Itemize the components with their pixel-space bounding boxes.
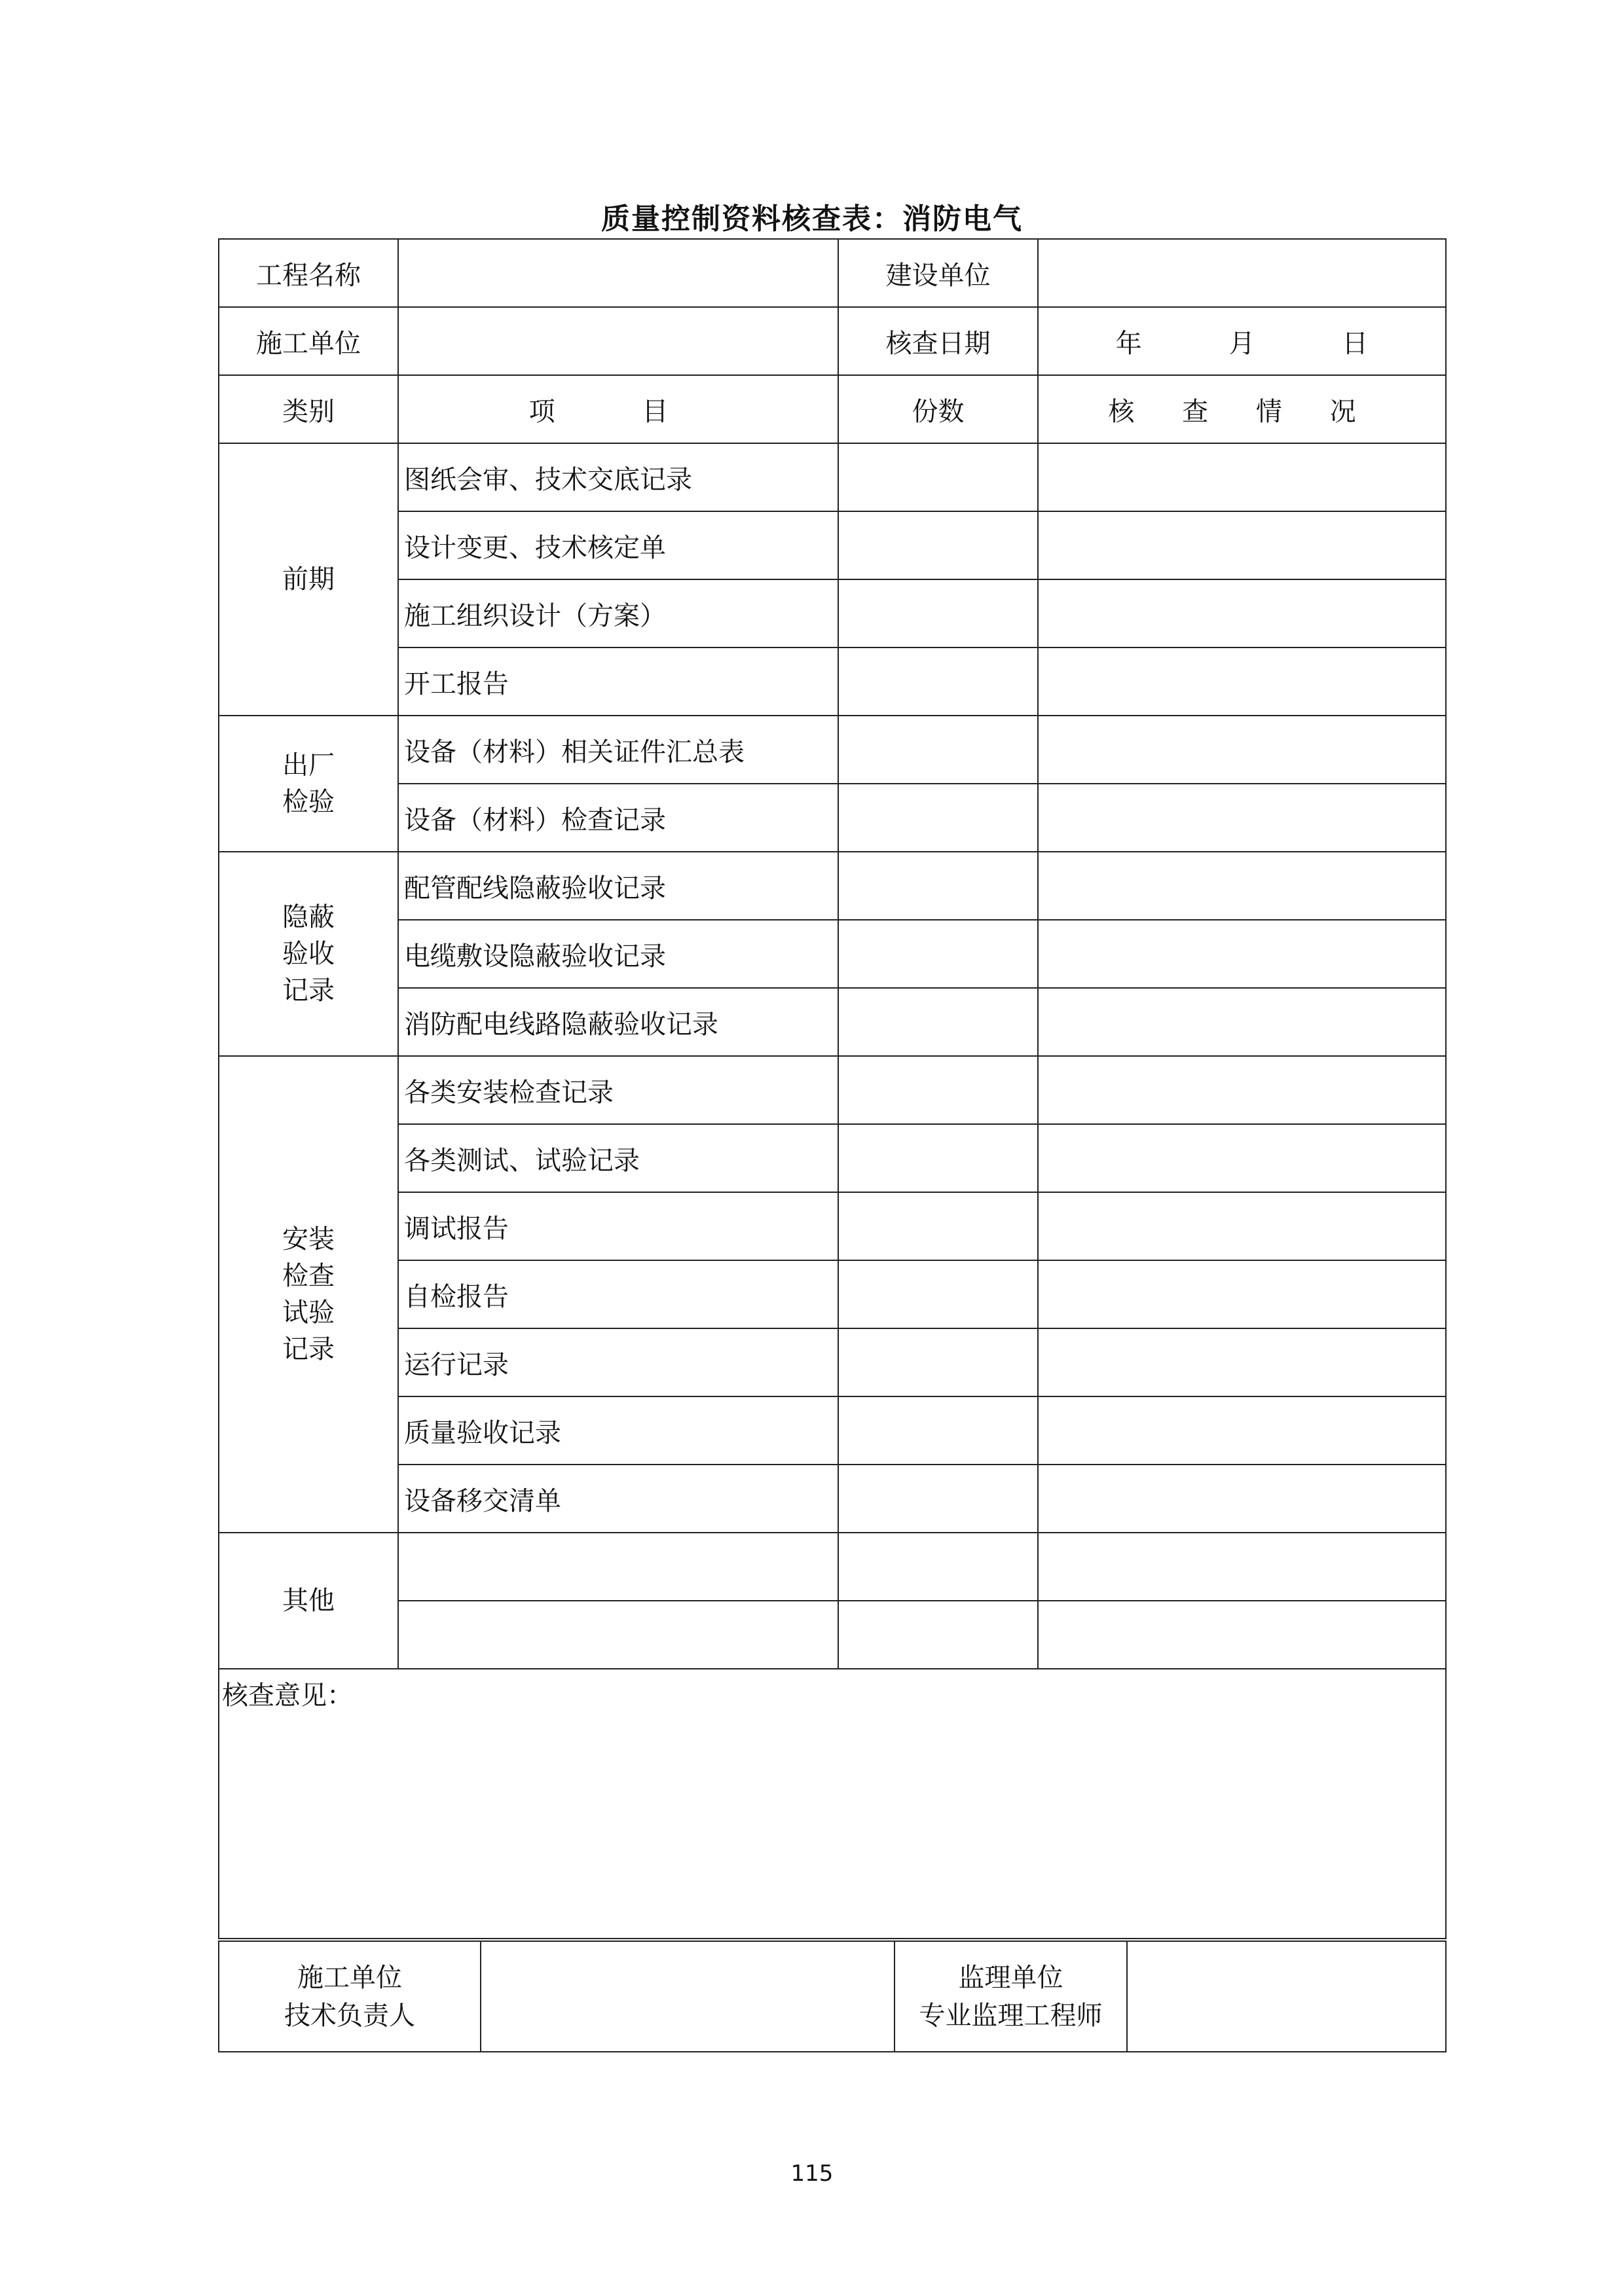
table-row: [219, 1260, 1446, 1328]
item-label: 消防配电线路隐蔽验收记录: [398, 988, 838, 1056]
item-label: 质量验收记录: [398, 1396, 838, 1465]
table-row: [219, 784, 1446, 852]
status-field[interactable]: [1038, 1396, 1446, 1465]
table-row: [219, 1601, 1446, 1669]
status-field[interactable]: [1038, 1465, 1446, 1533]
table-row: [219, 579, 1446, 647]
copies-field[interactable]: [838, 647, 1038, 716]
page-number: 115: [790, 2160, 834, 2187]
copies-field[interactable]: [838, 1260, 1038, 1328]
table-row: [219, 1396, 1446, 1465]
table-row: [219, 647, 1446, 716]
status-field[interactable]: [1038, 852, 1446, 920]
item-label: 自检报告: [398, 1260, 838, 1328]
item-label: 配管配线隐蔽验收记录: [398, 852, 838, 920]
signature-row: [219, 1941, 1446, 2052]
category-line: 检验: [282, 787, 335, 817]
copies-field[interactable]: [838, 1328, 1038, 1396]
opinion-label: 核查意见：: [222, 1681, 353, 1711]
copies-field[interactable]: [838, 852, 1038, 920]
construction-signature-field[interactable]: [481, 1941, 895, 2052]
col-status: 核 查 情 况: [1038, 375, 1446, 443]
table-row: [219, 988, 1446, 1056]
status-field[interactable]: [1038, 1260, 1446, 1328]
item-label: 设备（材料）相关证件汇总表: [398, 716, 838, 784]
item-label: 各类安装检查记录: [398, 1056, 838, 1124]
status-field[interactable]: [1038, 1124, 1446, 1192]
construction-unit-field[interactable]: [398, 307, 838, 375]
category-cell: [219, 1056, 398, 1533]
copies-field[interactable]: [838, 784, 1038, 852]
category-line: 出厂: [282, 750, 335, 780]
status-field[interactable]: [1038, 784, 1446, 852]
check-date-field[interactable]: [1038, 307, 1446, 375]
status-field[interactable]: [1038, 1056, 1446, 1124]
sign-label-line: 专业监理工程师: [919, 2000, 1103, 2031]
check-table: [218, 238, 1447, 1939]
category-line: 记录: [282, 1334, 335, 1364]
opinion-row: [219, 1669, 1446, 1939]
item-label: 设备移交清单: [398, 1465, 838, 1533]
sign-label-line: 技术负责人: [284, 2000, 415, 2031]
table-row: [219, 1328, 1446, 1396]
category-line: 安装: [282, 1224, 335, 1254]
opinion-field[interactable]: [219, 1669, 1446, 1939]
table-row: [219, 511, 1446, 579]
table-row: [219, 1192, 1446, 1260]
table-row: [219, 1533, 1446, 1601]
copies-field[interactable]: [838, 988, 1038, 1056]
category-line: 检查: [282, 1261, 335, 1291]
project-name-field[interactable]: [398, 239, 838, 307]
sign-label-line: 施工单位: [297, 1962, 402, 1993]
header-row-1: [219, 239, 1446, 307]
item-label: 设备（材料）检查记录: [398, 784, 838, 852]
check-date-label: 核查日期: [838, 307, 1038, 375]
table-row: [219, 1056, 1446, 1124]
status-field[interactable]: [1038, 1192, 1446, 1260]
item-label: 电缆敷设隐蔽验收记录: [398, 920, 838, 988]
copies-field[interactable]: [838, 920, 1038, 988]
status-field[interactable]: [1038, 511, 1446, 579]
status-field[interactable]: [1038, 988, 1446, 1056]
copies-field[interactable]: [838, 1465, 1038, 1533]
build-unit-field[interactable]: [1038, 239, 1446, 307]
category-cell: 其他: [219, 1533, 398, 1669]
category-cell: [219, 852, 398, 1056]
table-row: [219, 920, 1446, 988]
category-line: 隐蔽: [282, 902, 335, 932]
project-name-label: 工程名称: [219, 239, 398, 307]
copies-field[interactable]: [838, 511, 1038, 579]
table-row: [219, 1465, 1446, 1533]
category-line: 验收: [282, 939, 335, 969]
column-header-row: [219, 375, 1446, 443]
category-cell: [219, 716, 398, 852]
item-label: 图纸会审、技术交底记录: [398, 443, 838, 511]
header-row-2: [219, 307, 1446, 375]
build-unit-label: 建设单位: [838, 239, 1038, 307]
supervisor-signer-label: [895, 1941, 1127, 2052]
status-field[interactable]: [1038, 1328, 1446, 1396]
copies-field[interactable]: [838, 1601, 1038, 1669]
item-label: 开工报告: [398, 647, 838, 716]
table-row: [219, 443, 1446, 511]
category-line: 记录: [282, 975, 335, 1006]
copies-field[interactable]: [838, 1396, 1038, 1465]
table-row: [219, 716, 1446, 784]
copies-field[interactable]: [838, 716, 1038, 784]
date-year: 年: [1115, 328, 1142, 359]
col-copies: 份数: [838, 375, 1038, 443]
copies-field[interactable]: [838, 1533, 1038, 1601]
category-line: 试验: [282, 1298, 335, 1328]
status-field[interactable]: [1038, 1601, 1446, 1669]
item-field[interactable]: [398, 1601, 838, 1669]
col-item: 项 目: [398, 375, 838, 443]
construction-unit-label: 施工单位: [219, 307, 398, 375]
copies-field[interactable]: [838, 443, 1038, 511]
col-category: 类别: [219, 375, 398, 443]
sign-label-line: 监理单位: [958, 1962, 1063, 1993]
copies-field[interactable]: [838, 1124, 1038, 1192]
copies-field[interactable]: [838, 1056, 1038, 1124]
status-field[interactable]: [1038, 920, 1446, 988]
status-field[interactable]: [1038, 1533, 1446, 1601]
status-field[interactable]: [1038, 579, 1446, 647]
status-field[interactable]: [1038, 716, 1446, 784]
status-field[interactable]: [1038, 647, 1446, 716]
page-title: 质量控制资料核查表：消防电气: [601, 202, 1023, 236]
item-label: 施工组织设计（方案）: [398, 579, 838, 647]
construction-signer-label: [219, 1941, 481, 2052]
status-field[interactable]: [1038, 443, 1446, 511]
table-row: [219, 1124, 1446, 1192]
table-row: [219, 852, 1446, 920]
date-day: 日: [1342, 328, 1369, 359]
item-label: 运行记录: [398, 1328, 838, 1396]
item-label: 各类测试、试验记录: [398, 1124, 838, 1192]
copies-field[interactable]: [838, 579, 1038, 647]
category-cell: 前期: [219, 443, 398, 716]
item-label: 调试报告: [398, 1192, 838, 1260]
supervisor-signature-field[interactable]: [1127, 1941, 1446, 2052]
item-field[interactable]: [398, 1533, 838, 1601]
date-month: 月: [1228, 328, 1255, 359]
signature-table: [218, 1941, 1447, 2052]
copies-field[interactable]: [838, 1192, 1038, 1260]
item-label: 设计变更、技术核定单: [398, 511, 838, 579]
